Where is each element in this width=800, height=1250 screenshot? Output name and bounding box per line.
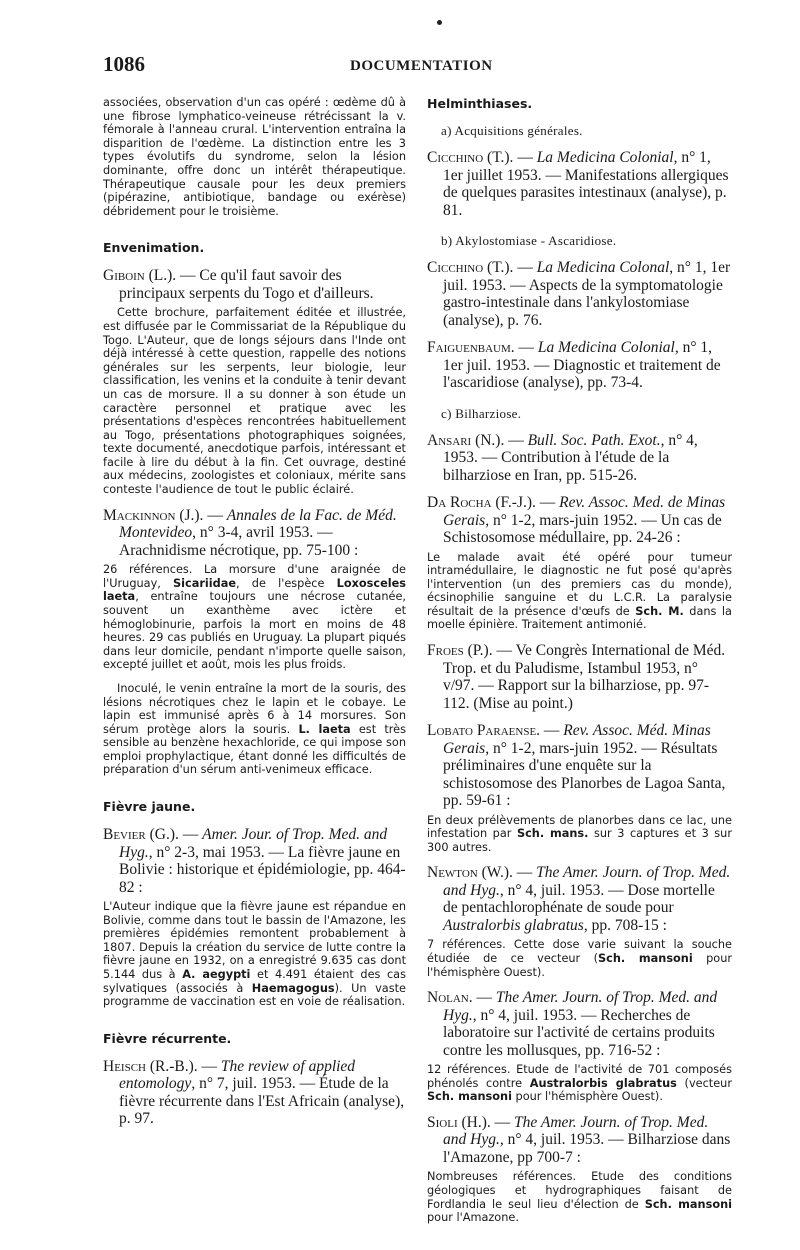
taxon: Loxosceles laeta	[103, 576, 406, 604]
author: Da Rocha (F.-J.).	[427, 494, 536, 511]
taxon: Sch. mans.	[516, 827, 589, 841]
journal: Annales de la Fac. de Méd. Montevideo	[119, 506, 397, 542]
journal: The review of applied entomology	[119, 1057, 356, 1093]
taxon: Sicariidae	[173, 576, 237, 590]
journal: La Medicina Colonial	[536, 149, 674, 166]
reference	[103, 267, 406, 302]
journal: La Medicina Colonial	[537, 339, 675, 356]
reference: Sioli (H.). — The Amer. Journ. of Trop. Med. and Hyg., n° 4, juil. 1953. — Bilharziose dans l'Amazone, pp 700-7 :	[427, 1113, 731, 1166]
taxon: L. laeta	[298, 722, 351, 736]
author: Heisch (R.-B.).	[103, 1057, 198, 1075]
abstract: L'Auteur indique que la fièvre jaune est répandue en Bolivie, comme dans tout le bassin de l'Amazone, les premières épidémies remontent probablement à 1807. Depuis la création du service de lutte contre la fièvre jaune en 1932, on a enregistré 9.635 cas dont 5.144 dus à A. aegypti et 4.491 étaient des cas sylvatiques (associés à Haemagogus). Un vaste programme de vaccination est en voie de réalisation.	[103, 900, 406, 1009]
author: Newton (W.).	[427, 864, 513, 882]
reference: Cicchino (T.). — La Medicina Colonial, n° 1, 1er juillet 1953. — Manifestations allergiques de quelques parasites intestinaux (analyse), p. 81.	[427, 149, 729, 219]
taxon: Sch. mansoni	[427, 1090, 512, 1104]
abstract: 12 références. Etude de l'activité de 701 composés phénolés contre Australorbis glabratus (vecteur Sch. mansoni pour l'hémisphère Ouest).	[427, 1063, 732, 1104]
entry-ansari	[427, 432, 732, 485]
reference: Bevier (G.). — Amer. Jour. of Trop. Med. and Hyg., n° 2-3, mai 1953. — La fièvre jaune en Bolivie : historique et épidémiologie, pp. 464-82 :	[103, 826, 406, 896]
abstract: Nombreuses références. Etude des conditions géologiques et hydrographiques faisant de Fordlandia le seul lieu d'élection de Sch. mansoni pour l'Amazone.	[427, 1170, 733, 1225]
reference: Nolan. — The Amer. Journ. of Trop. Med. and Hyg., n° 4, juil. 1953. — Recherches de laboratoire sur l'activité de certains produits contre les mollusques, pp. 716-52 :	[427, 989, 718, 1059]
taxon: A. aegypti	[182, 968, 251, 982]
reference: Lobato Paraense. — Rev. Assoc. Méd. Minas Gerais, n° 1-2, mars-juin 1952. — Résultats préliminaires d'une enquête sur la schistosomose des Planorbes de Lagoa Santa, pp. 59-61 :	[427, 722, 726, 810]
taxon: Australorbis glabratus	[529, 1076, 677, 1090]
entry-heisch	[103, 1058, 406, 1128]
entry-faiguenbaum	[427, 339, 732, 392]
page-dot-mark	[437, 20, 442, 25]
author: Faiguenbaum.	[427, 339, 515, 356]
journal: La Medicina Colonal	[536, 259, 670, 276]
right-column	[427, 96, 732, 1229]
taxon: Sch. mansoni	[644, 1197, 733, 1211]
author: Nolan.	[427, 989, 473, 1007]
entry-lobato-paraense	[427, 722, 732, 854]
reference: Froes (P.). — Ve Congrès International de Méd. Trop. et du Paludisme, Istambul 1953, n° v/97. — Rapport sur la bilharziose, pp. 97-112. (Mise au point.)	[427, 642, 726, 712]
subsection-heading-acquisitions: a) Acquisitions générales.	[441, 123, 583, 138]
reference-text: — Ce qu'il faut savoir des principaux serpents du Togo et d'ailleurs.	[119, 267, 374, 302]
author: Sioli (H.).	[427, 1113, 491, 1131]
section-heading-helminthiases: Helminthiases.	[427, 96, 533, 111]
page-number: 1086	[103, 52, 145, 76]
author: Mackinnon (J.).	[103, 506, 204, 524]
author: Froes (P.).	[427, 642, 493, 660]
taxon: Sch. mansoni	[598, 951, 693, 965]
entry-da-rocha	[427, 494, 732, 632]
reference: Newton (W.). — The Amer. Journ. of Trop. Med. and Hyg., n° 4, juil. 1953. — Dose mortelle de pentachlorophénate de soude pour Australorbis glabratus, pp. 708-15 :	[427, 864, 731, 934]
taxon: Sch. M.	[635, 604, 684, 618]
intro-paragraph: associées, observation d'un cas opéré : œdème dû à une fibrose lymphatico-veineuse rétrécissant la v. fémorale à l'anneau crural. L'intervention entraîna la disparition de l'œdème. La distinction entre les 3 types évolutifs du syndrome, selon la lésion dominante, offre donc un intérêt thérapeutique. Thérapeutique causale pour les deux premiers (pipérazine, antibiotique, bandage ou exérèse) débridement pour le troisième.	[103, 96, 406, 218]
entry-froes	[427, 642, 732, 712]
entry-giboin	[103, 267, 406, 496]
author: Bevier (G.).	[103, 826, 179, 844]
section-heading-envenimation: Envenimation.	[103, 240, 205, 256]
abstract: 7 références. Cette dose varie suivant la souche étudiée de ce vecteur (Sch. mansoni pour l'hémisphère Ouest).	[427, 938, 733, 979]
journal: Rev. Assoc. Méd. Minas Gerais	[443, 722, 711, 757]
author: Cicchino (T.).	[427, 149, 514, 166]
subsection-heading-bilharziose: c) Bilharziose.	[441, 405, 522, 421]
section-heading-fievre-jaune: Fièvre jaune.	[103, 799, 196, 815]
entry-cicchino-2	[427, 259, 732, 329]
author: Lobato Paraense.	[427, 722, 541, 740]
journal: The Amer. Journ. of Trop. Med. and Hyg.	[443, 989, 718, 1024]
abstract: En deux prélèvements de planorbes dans ce lac, une infestation par Sch. mans. sur 3 captures et 3 sur 300 autres.	[427, 813, 732, 854]
journal: The Amer. Journ. of Trop. Med. and Hyg.	[443, 1113, 709, 1149]
abstract: 26 références. La morsure d'une araignée de l'Uruguay, Sicariidae, de l'espèce Loxosceles laeta, entraîne toujours une nécrose cutanée, souvent un exanthème avec ictère et hémoglobinurie, parfois la mort en moins de 48 heures. 29 cas publiés en Uruguay. La plupart piqués dans leur domicile, pendant n'importe quelle saison, excepté juillet et août, mois les plus froids.	[103, 563, 406, 672]
abstract: Cette brochure, parfaitement éditée et illustrée, est diffusée par le Commissariat de la République du Togo. L'Auteur, que de longs séjours dans l'Inde ont déjà intéressé à cette question, rappelle des notions générales sur les serpents, leur biologie, leur classification, les venins et la conduite à tenir devant un cas de morsure. Il a su donner à son étude un caractère personnel et pratique avec les présentations d'espèces rencontrées habituellement au Togo, présentations photographiques soignées, texte documenté, anecdotique parfois, intéressant et facile à lire du début à la fin. Cet ouvrage, destiné aux médecins, zoologistes et coloniaux, mérite sans conteste l'audience de tout le public éclairé.	[103, 306, 406, 497]
subsection-heading-akylostomiase: b) Akylostomiase - Ascaridiose.	[441, 233, 617, 248]
reference: Ansari (N.). — Bull. Soc. Path. Exot., n° 4, 1953. — Contribution à l'étude de la bilharziose en Iran, pp. 515-26.	[427, 431, 698, 484]
section-heading-fievre-recurrente: Fièvre récurrente.	[103, 1030, 232, 1046]
abstract-continued: Inoculé, le venin entraîne la mort de la souris, des lésions nécrotiques chez le lapin et le cobaye. Le lapin est immunisé après 6 à 14 morsures. Son sérum protège alors la souris. L. laeta est très sensible au benzène hexachloride, ce qui impose son emploi prophylactique, étant donné les difficultés de préparation d'un sérum anti-venimeux efficace.	[103, 681, 406, 777]
taxon: Haemagogus	[251, 981, 335, 995]
entry-newton	[427, 864, 732, 979]
journal: Rev. Assoc. Med. de Minas Gerais	[443, 494, 726, 529]
page-header	[103, 52, 783, 82]
reference: Mackinnon (J.). — Annales de la Fac. de Méd. Montevideo, n° 3-4, avril 1953. — Arachnidisme nécrotique, pp. 75-100 :	[103, 506, 397, 559]
entry-mackinnon	[103, 507, 406, 777]
entry-cicchino-1	[427, 149, 732, 219]
abstract: Le malade avait été opéré pour tumeur intramédullaire, le diagnostic ne fut posé qu'après l'intervention (un des premiers cas du monde), écsinophilie sanguine et du L.C.R. La paralysie résultait de la présence d'œufs de Sch. M. dans la moelle épinière. Traitement antimonié.	[427, 550, 732, 632]
reference: Cicchino (T.). — La Medicina Colonal, n° 1, 1er juil. 1953. — Aspects de la symptomatologie gastro-intestinale dans l'ankylostomiase (analyse), p. 76.	[427, 259, 731, 329]
author: Giboin (L.).	[103, 267, 177, 285]
journal: Bull. Soc. Path. Exot.	[527, 431, 661, 449]
author: Cicchino (T.).	[427, 259, 514, 276]
author: Ansari (N.).	[427, 431, 505, 449]
entry-bevier	[103, 826, 406, 1009]
species: Australorbis glabratus	[443, 916, 584, 934]
reference: Heisch (R.-B.). — The review of applied entomology, n° 7, juil. 1953. — Étude de la fièvre récurrente dans l'Est Africain (analyse), p. 97.	[103, 1057, 405, 1128]
reference: Da Rocha (F.-J.). — Rev. Assoc. Med. de Minas Gerais, n° 1-2, mars-juin 1952. — Un cas de Schistosomose médullaire, pp. 24-26 :	[427, 494, 726, 546]
running-head: DOCUMENTATION	[350, 58, 493, 74]
journal: Amer. Jour. of Trop. Med. and Hyg.	[119, 826, 388, 861]
entry-nolan	[427, 989, 732, 1104]
left-column	[103, 96, 406, 1132]
journal: The Amer. Journ. of Trop. Med. and Hyg.	[443, 864, 731, 899]
reference: Faiguenbaum. — La Medicina Colonial, n° 1, 1er juil. 1953. — Diagnostic et traitement de l'ascaridiose (analyse), pp. 73-4.	[427, 339, 721, 391]
entry-sioli	[427, 1114, 732, 1225]
